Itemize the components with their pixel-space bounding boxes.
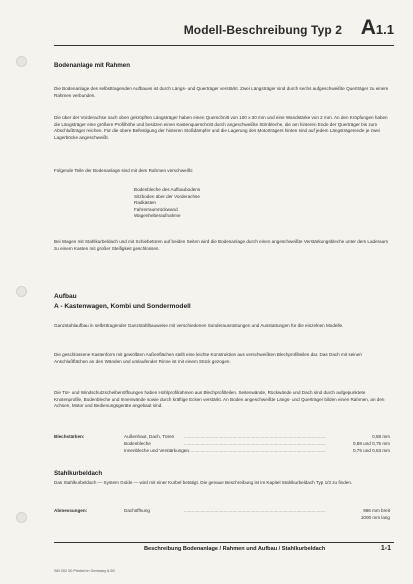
spec-label: Blechstärken: <box>54 434 85 439</box>
list-item: Bodenbleche des Aufbaubodens <box>134 187 201 192</box>
list-item: Fahrerraumrückwand <box>134 206 178 212</box>
paragraph: Die Tür- und Windschutzscheibenöffnungen haben Hohlprofilrahmen aus Blechprofilteilen. Seitenwände, Rückwände und Dach sind durch aufgepunktete Knotenprofile, Bodenbleche und Innenwände sowie durch kräftige Ecken verstärkt. An Boden angeschweißte Längs- und Querträger bilden einen Rahmen, an den Achsen, Motor und Bedienungsgeräte angebaut sind. <box>54 390 385 409</box>
section-code: A1.1 <box>360 16 394 39</box>
paragraph: Die Bodenanlage des selbsttragenden Aufbaues ist durch Längs- und Querträger verstärkt. Zwei Längsträger sind durch sechs aufgeschweißte Querträger zu einem Rahmen verbunden. <box>54 86 389 98</box>
section-heading: Stahlkurbeldach <box>54 470 103 477</box>
paragraph: Die geschlossene Kastenform mit gewölbten Außenflächen stellt eine leichte Konstruktion aus verschweißten Blechprofilteilen dar. Das Dach mit seinen Anschlußflächen an den Wänden und umlaufender Rinne ist mit einem Stück gezogen. <box>54 352 362 364</box>
section-subheading: A - Kastenwagen, Kombi und Sondermodell <box>54 303 191 310</box>
spec-table-dimensions: Abmessungen: Dachöffnung ............................................................................................................... 966 mm breit 1000 mm lang <box>54 508 390 520</box>
paragraph: Ganzstahlaufbau in selbsttragender Ganzstahlbauweise mit verschiedenen Sonderausrüstungen und Ausstattungen für die einzelnen Modelle. <box>54 323 344 328</box>
header-rule <box>54 45 394 46</box>
part-list <box>134 187 200 220</box>
footer-page-code: 1-1 <box>380 545 391 552</box>
list-item: Wagenheberaufnahme <box>134 213 181 219</box>
footer-description: Beschreibung Bodenanlage / Rahmen und Aufbau / Stahlkurbeldach <box>144 546 326 552</box>
section-heading: Aufbau <box>54 293 77 300</box>
page-header <box>54 16 394 42</box>
footer-rule <box>54 542 394 543</box>
paragraph: Das Stahlkurbeldach — System Golde — wird mit einer Kurbel betätigt. Die genaue Beschreibung ist im Kapitel Stahlkurbeldach Typ 1/3 zu finden. <box>54 480 353 485</box>
paragraph: Folgende Teile der Bodenanlage sind mit dem Rahmen verschweißt: <box>54 168 194 173</box>
punch-hole <box>16 56 27 67</box>
punch-hole <box>16 512 27 523</box>
paragraph: Die über der Vorderachse nach oben gekröpften Längsträger haben einen Querschnitt von 100 x 30 mm und eine Wandstärke von 2 mm. An den Kröpfungen haben die Längsträger eine größere Profilhöhe und besitzen einen Kastenquerschnitt durch angeschweißte Stirnbleche, die am hinteren Ende der Querträger bis zum Abschlußträger reichen. Für die obere Befestigung der hinteren Stoßdämpfer und die Lagerung des Motorträgers hinten sind auf jedem Längsträgerende je zwei Lagerböcke angeschweißt. <box>54 115 388 140</box>
section-heading: Bodenanlage mit Rahmen <box>54 62 130 69</box>
spec-table-thickness: Blechstärken: Außenhaut, Dach, Türen ............................................................................................................... 0,88 mm Bodenbleche ............................................................................................................... 0,88 und 0,75 mm Innenbleche und Verstärkungen ............................................................................................................... 0,75 und 0,63 mm <box>54 434 390 453</box>
spec-label: Abmessungen: <box>54 508 88 513</box>
paragraph: Bei Wagen mit Stahlkurbeldach und mit Schiebetüren auf beiden Seiten wird die Bodenanlage durch einen angeschweißte Verstärkungsbleche unter dem Laderaum zu einem Kasten mit großer Steifigkeit geschlossen. <box>54 239 389 251</box>
punch-hole <box>16 286 27 297</box>
list-item: Sitzboden über der Vorderachse <box>134 193 200 199</box>
print-info: SM 202 00 Printed in Germany 6.59 <box>54 569 115 573</box>
page-title: Modell-Beschreibung Typ 2 <box>183 23 342 37</box>
list-item: Radkästen <box>134 200 156 206</box>
